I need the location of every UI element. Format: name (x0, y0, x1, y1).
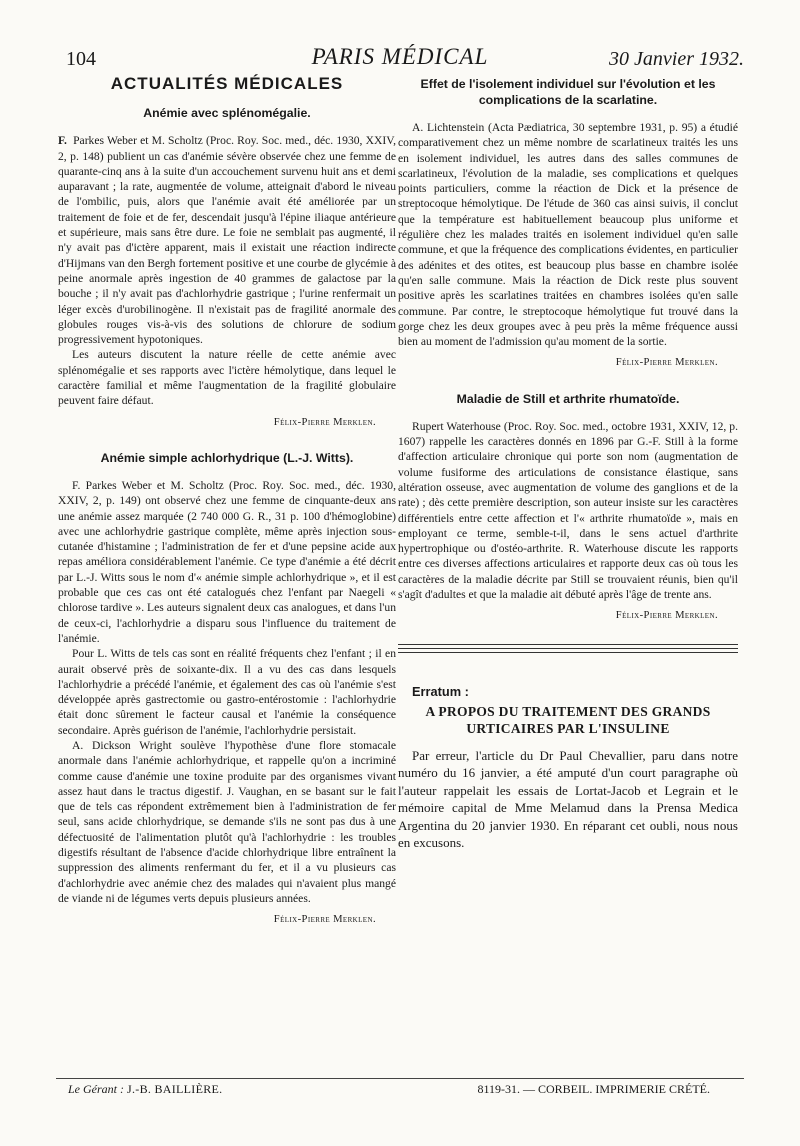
article-title: Maladie de Still et arthrite rhumatoïde. (456, 391, 680, 406)
author-signature: Félix-Pierre Merklen. (615, 357, 718, 369)
article-paragraph-text: Parkes Weber et M. Scholtz (Proc. Roy. Soc. med., déc. 1930, XXIV, 2, p. 148) publient un cas d'anémie sévère observée chez une femme de quarante-cinq ans à la suite d'un accouchement survenu huit ans et demi auparavant ; la rate, augmentée de volume, atteignait d'abord le niveau de l'ombilic, puis, alors que l'anémie avait été améliorée par un traitement de foie et de fer, descendait jusqu'à l'épine iliaque antérieure et supérieure, mais sans être dure. Le foie ne semblait pas augmenté, il n'y avait pas d'ictère apparent, mais il existait une réaction indirecte d'Hijmans van den Bergh fortement positive et une courbe de glycémie à peine anormale après ingestion de 40 grammes de galactose par la bouche ; il n'y avait pas d'achlorhydrie gastrique ; l'urine renfermait un léger excès d'urobilinogène. Il n'existait pas de fragilité anormale des globules rouges vis-à-vis des solutions de chlorure de sodium progressivement hypotoniques. (58, 134, 396, 347)
footer-manager (68, 1082, 222, 1097)
issue-date: 30 Janvier 1932. (609, 48, 744, 70)
article-title: Effet de l'isolement individuel sur l'évolution et les complications de la scarlatine. (420, 77, 716, 107)
footer-manager-name: J.-B. BAILLIÈRE. (127, 1082, 223, 1096)
article-title: Anémie simple achlorhydrique (L.-J. Witts). (100, 450, 354, 465)
page-number: 104 (66, 48, 96, 70)
article-paragraph: Rupert Waterhouse (Proc. Roy. Soc. med., octobre 1931, XXIV, 12, p. 1607) rappelle les caractères donnés en 1896 par G.-F. Still à la forme d'affection articulaire chronique qui porte son nom (augmentation de volume fusiforme des articulations de consistance élastique, sans altération osseuse, avec augmentation de volume des ganglions et de la rate) ; dès cette première description, son auteur insiste sur les caractères différentiels entre cette affection et l'« arthrite rhumatoïde », mais en employant ce terme, semble-t-il, dans le sens actuel d'arthrite hypertrophique ou d'ostéo-arthrite. R. Waterhouse discute les rapports entre ces diverses affections articulaires et rapporte deux cas où tous les caractères de la maladie décrite par Still se trouvaient réunis, bien qu'il s'agît d'adultes et que la maladie ait débuté après l'âge de trente ans. (398, 419, 738, 602)
footer-manager-label: Le Gérant : (68, 1082, 124, 1096)
article-title: Anémie avec splénomégalie. (143, 106, 311, 121)
footer-rule (56, 1078, 744, 1079)
double-rule-divider (398, 644, 738, 656)
running-header (56, 44, 744, 74)
article-paragraph (58, 133, 396, 347)
author-signature: Félix-Pierre Merklen. (273, 914, 376, 926)
footer-printer: 8119-31. — CORBEIL. IMPRIMERIE CRÉTÉ. (477, 1082, 710, 1096)
article-paragraph: A. Dickson Wright soulève l'hypothèse d'une flore stomacale anormale dans l'anémie achlorhydrique, et rappelle qu'on a incriminé comme cause d'anémie une toxine produite par des organismes vivant assez haut dans le tractus digestif. J. Vaughan, en se basant sur le fait que de tels cas répondent extrêmement bien à l'administration de fer seul, sans acide chlorhydrique, se demande s'ils ne sont pas dus à une défectuosité de l'alimentation plutôt qu'à l'achlorhydrie : les troubles digestifs résultant de l'absence d'acide chlorhydrique libre entraînent la suppression des aliments renfermant du fer, et il a vu plusieurs cas d'achlorhydrie avec anémie chez des malades qui n'avaient plus mangé de viande ni de légumes verts depuis plusieurs années. (58, 738, 396, 905)
article-paragraph: Les auteurs discutent la nature réelle de cette anémie avec splénomégalie et ses rapports avec l'ictère hémolytique, dans lequel le caractère familial et même l'augmentation de la fragilité globulaire peuvent faire défaut. (58, 348, 396, 408)
erratum-title: A PROPOS DU TRAITEMENT DES GRANDS URTICAIRES PAR L'INSULINE (425, 703, 711, 736)
left-column (58, 76, 396, 928)
article-paragraph: Pour L. Witts de tels cas sont en réalité fréquents chez l'enfant ; il en aurait observé près de soixante-dix. Il a vu des cas dans lesquels l'achlorhydrie a précédé l'anémie, et également des cas où l'anémie s'est développée après gastrectomie ou gastro-entérostomie : l'achlorhydrie était donc sûrement le facteur causal et l'anémie la conséquence secondaire. Après guérison de l'anémie, l'achlorhydrie persistait. (58, 647, 396, 737)
erratum-heading: Erratum : (412, 683, 469, 699)
journal-title: PARIS MÉDICAL (311, 44, 489, 69)
section-title: ACTUALITÉS MÉDICALES (110, 74, 344, 93)
article-paragraph: F. Parkes Weber et M. Scholtz (Proc. Roy. Soc. med., déc. 1930, XXIV, 2, p. 149) ont observé chez une femme de cinquante-deux ans une anémie assez marquée (2 740 000 G. R., 31 p. 100 d'hémoglobine) avec une achlorhydrie gastrique complète, même après injection sous-cutanée d'histamine ; l'administration de fer et d'une pepsine acide aux repas améliora considérablement l'anémie. Ce type d'anémie a été décrit par L.-J. Witts sous le nom d'« anémie simple achlorhydrique », et il est probable que ces cas ont été catalogués chez l'enfant par Naegeli « chlorose tardive ». Les auteurs signalent deux cas analogues, et dans l'un de ceux-ci, l'achlorhydrie a disparu sous l'influence du traitement de l'anémie. (58, 478, 396, 645)
right-column (398, 76, 738, 852)
author-signature: Félix-Pierre Merklen. (273, 416, 376, 428)
erratum-paragraph: Par erreur, l'article du Dr Paul Chevallier, paru dans notre numéro du 16 janvier, a été amputé d'un court paragraphe où l'auteur rappelait les essais de Lortat-Jacob et Legrain et le mémoire capital de Mme Melamud dans la Prensa Medica Argentina du 20 janvier 1930. En réparant cet oubli, nous nous en excusons. (398, 747, 738, 851)
drop-initial: F. (58, 134, 67, 148)
author-signature: Félix-Pierre Merklen. (615, 610, 718, 622)
article-paragraph: A. Lichtenstein (Acta Pædiatrica, 30 septembre 1931, p. 95) a étudié comparativement chez un même nombre de scarlatineux traités les uns en isolement individuel, les autres dans des salles communes de scarlatineux, l'évolution de la maladie, ses complications et quelques points particuliers, comme la réaction de Dick et la présence de streptocoque hémolytique. De l'étude de 360 cas ainsi suivis, il conclut que la température est habituellement beaucoup plus uniforme et régulière chez les malades traités en isolement individuel qu'en salle commune, et que la fréquence des complications évidentes, en particulier des adénites et des otites, est beaucoup plus basse en chambre isolée qu'en salle commune. Mais la réaction de Dick reste plus souvent positive après les scarlatines traitées en chambres isolées qu'en salle commune. Par contre, le streptocoque hémolytique fut trouvé dans la gorge chez les deux groupes avec à peu près la même fréquence aussi bien au moment de l'admission qu'au moment de la sortie. (398, 121, 738, 349)
